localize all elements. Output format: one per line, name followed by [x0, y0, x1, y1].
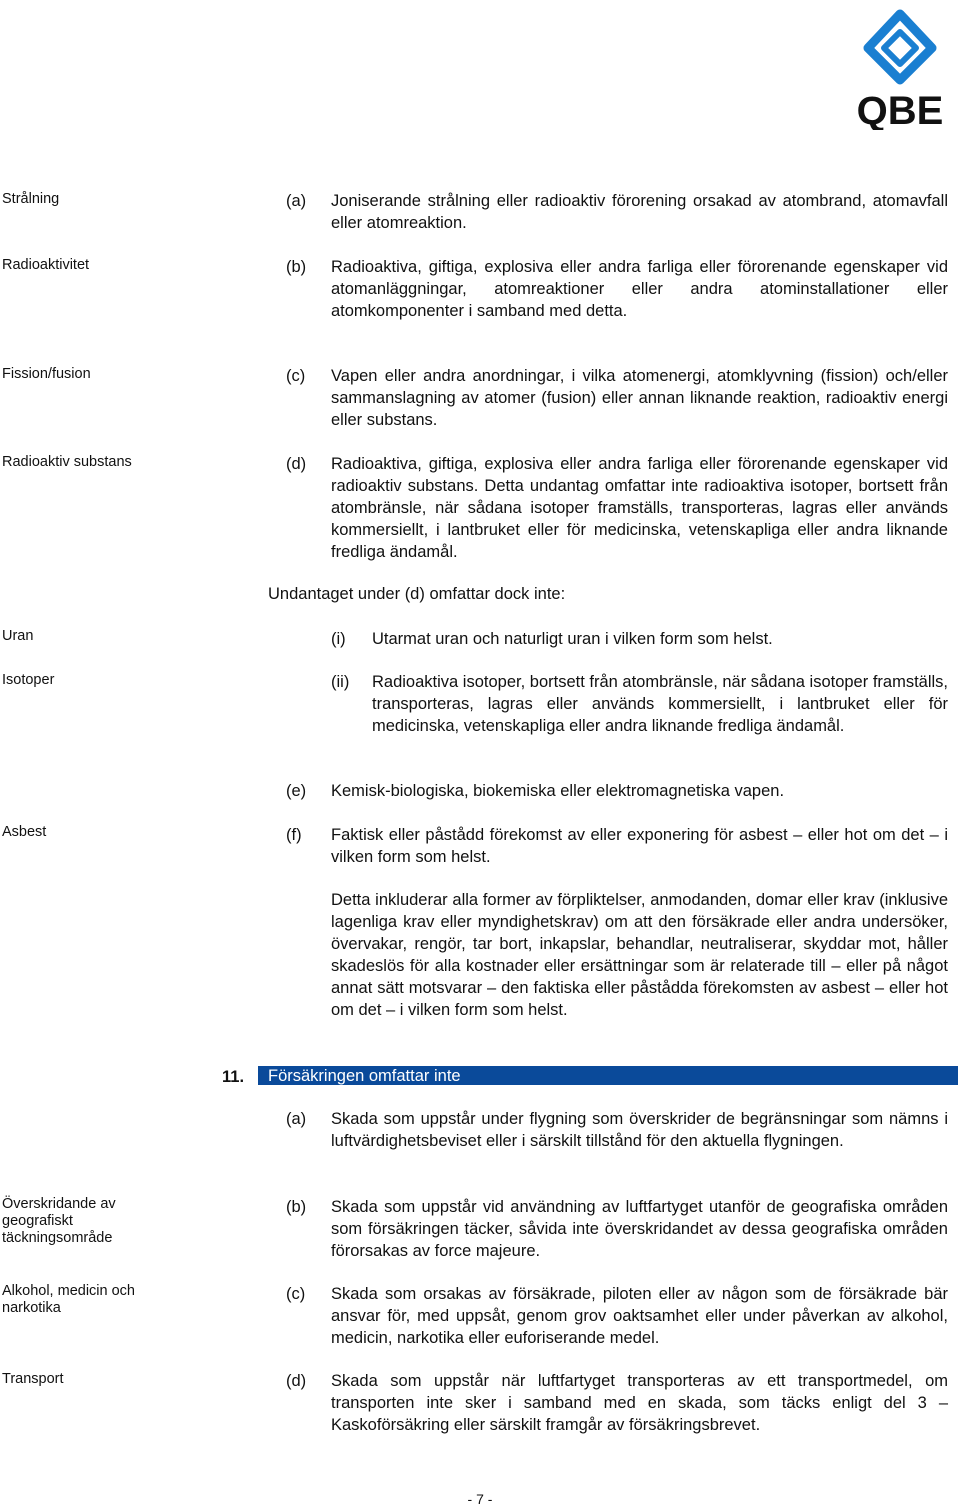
- page-number: - 7 -: [467, 1491, 493, 1507]
- s11-b-text: Skada som uppstår vid användning av luftfartyget utanför de geografiska områden som försäkringen täcker, såvida inte överskridandet av dessa geografiska områden förorsakas av force majeure.: [331, 1198, 948, 1260]
- item-b-text: Radioaktiva, giftiga, explosiva eller andra farliga eller förorenande egenskaper vid atomanläggningar, atomreaktioner eller andra atominstallationer eller atomkomponenter i samband med detta.: [331, 258, 948, 320]
- item-ii-text: Radioaktiva isotoper, bortsett från atombränsle, när sådana isotoper framställs, transporteras, lagras eller används kommersiellt, i lantbruket eller för medicinska, vetenskapliga eller andra liknande fredliga ändamål.: [372, 673, 948, 735]
- item-f-mark: (f): [286, 826, 302, 844]
- item-c-text: Vapen eller andra anordningar, i vilka atomenergi, atomklyvning (fission) och/eller sammanslagning av atomer (fusion) eller annan liknande reaktion, radioaktiv energi eller substans.: [331, 367, 948, 429]
- item-ii-mark: (ii): [331, 673, 350, 691]
- s11-c-text: Skada som orsakas av försäkrade, piloten eller av någon som de försäkrade bär ansvar för, med uppsåt, genom grov oaktsamhet eller under påverkan av alkohol, medicin, narkotika eller euforiserande medel.: [331, 1285, 948, 1347]
- qbe-logo: [848, 4, 952, 130]
- margin-label-radioaktivitet: Radioaktivitet: [2, 257, 90, 273]
- item-f-text: Faktisk eller påstådd förekomst av eller exponering för asbest – eller hot om det – i vilken form som helst.: [331, 826, 948, 866]
- section-number: 11.: [222, 1068, 245, 1086]
- item-a-mark: (a): [286, 192, 307, 210]
- s11-a-mark: (a): [286, 1110, 307, 1128]
- margin-label-fission: Fission/fusion: [2, 366, 91, 382]
- item-f-paragraph: Detta inkluderar alla former av förpliktelser, anmodanden, domar eller krav (inklusive lagenliga krav eller myndighetskrav) om att den försäkrade eller andra undersöker, övervakar, rengör, tar bort, inkapslar, behandlar, neutraliserar, skyddar mot, håller skadeslös för alla kostnader eller ersättningar som är relaterade till – eller på något annat sätt motsvarar – den faktiska eller påstådda förekomsten av asbest – eller hot om det – i vilken form som helst.: [331, 891, 948, 1019]
- item-c-mark: (c): [286, 367, 306, 385]
- item-d-text: Radioaktiva, giftiga, explosiva eller andra farliga eller förorenande egenskaper vid radioaktiv substans. Detta undantag omfattar inte radioaktiva isotoper, bortsett från atombränsle, när sådana isotoper framställs, transporteras, lagras eller används kommersiellt, i lantbruket eller för medicinska, vetenskapliga eller andra liknande fredliga ändamål.: [331, 455, 948, 561]
- margin-label-transport: Transport: [2, 1371, 64, 1387]
- s11-a-text: Skada som uppstår under flygning som överskrider de begränsningar som nämns i luftvärdighetsbeviset eller i särskilt tillstånd för den aktuella flygningen.: [331, 1110, 948, 1150]
- item-i-mark: (i): [331, 630, 346, 648]
- s11-b-mark: (b): [286, 1198, 307, 1216]
- margin-label-isotoper: Isotoper: [2, 672, 55, 688]
- section-heading: Försäkringen omfattar inte: [258, 1066, 958, 1085]
- exception-intro: Undantaget under (d) omfattar dock inte:: [268, 585, 566, 603]
- qbe-logo-mark: [848, 4, 952, 130]
- qbe-logo-text: QBE: [856, 89, 944, 130]
- item-d-mark: (d): [286, 455, 307, 473]
- margin-label-uran: Uran: [2, 628, 34, 644]
- item-i-text: Utarmat uran och naturligt uran i vilken form som helst.: [372, 630, 773, 648]
- item-b-mark: (b): [286, 258, 307, 276]
- margin-label-stralning: Strålning: [2, 191, 60, 207]
- margin-label-overskridande: Överskridande av geografiskt täckningsområde: [2, 1196, 116, 1246]
- s11-d-mark: (d): [286, 1372, 307, 1390]
- s11-d-text: Skada som uppstår när luftfartyget transporteras av ett transportmedel, om transporten inte sker i samband med en skada, som täcks enligt del 3 – Kaskoförsäkring eller särskilt framgår av försäkringsbrevet.: [331, 1372, 948, 1434]
- item-a-text: Joniserande strålning eller radioaktiv förorening orsakad av atombrand, atomavfall eller atomreaktion.: [331, 192, 948, 232]
- margin-label-radioaktiv-substans: Radioaktiv substans: [2, 454, 132, 470]
- s11-c-mark: (c): [286, 1285, 306, 1303]
- item-e-mark: (e): [286, 782, 307, 800]
- item-e-text: Kemisk-biologiska, biokemiska eller elektromagnetiska vapen.: [331, 782, 785, 800]
- margin-label-alkohol: Alkohol, medicin och narkotika: [2, 1283, 135, 1316]
- margin-label-asbest: Asbest: [2, 824, 47, 840]
